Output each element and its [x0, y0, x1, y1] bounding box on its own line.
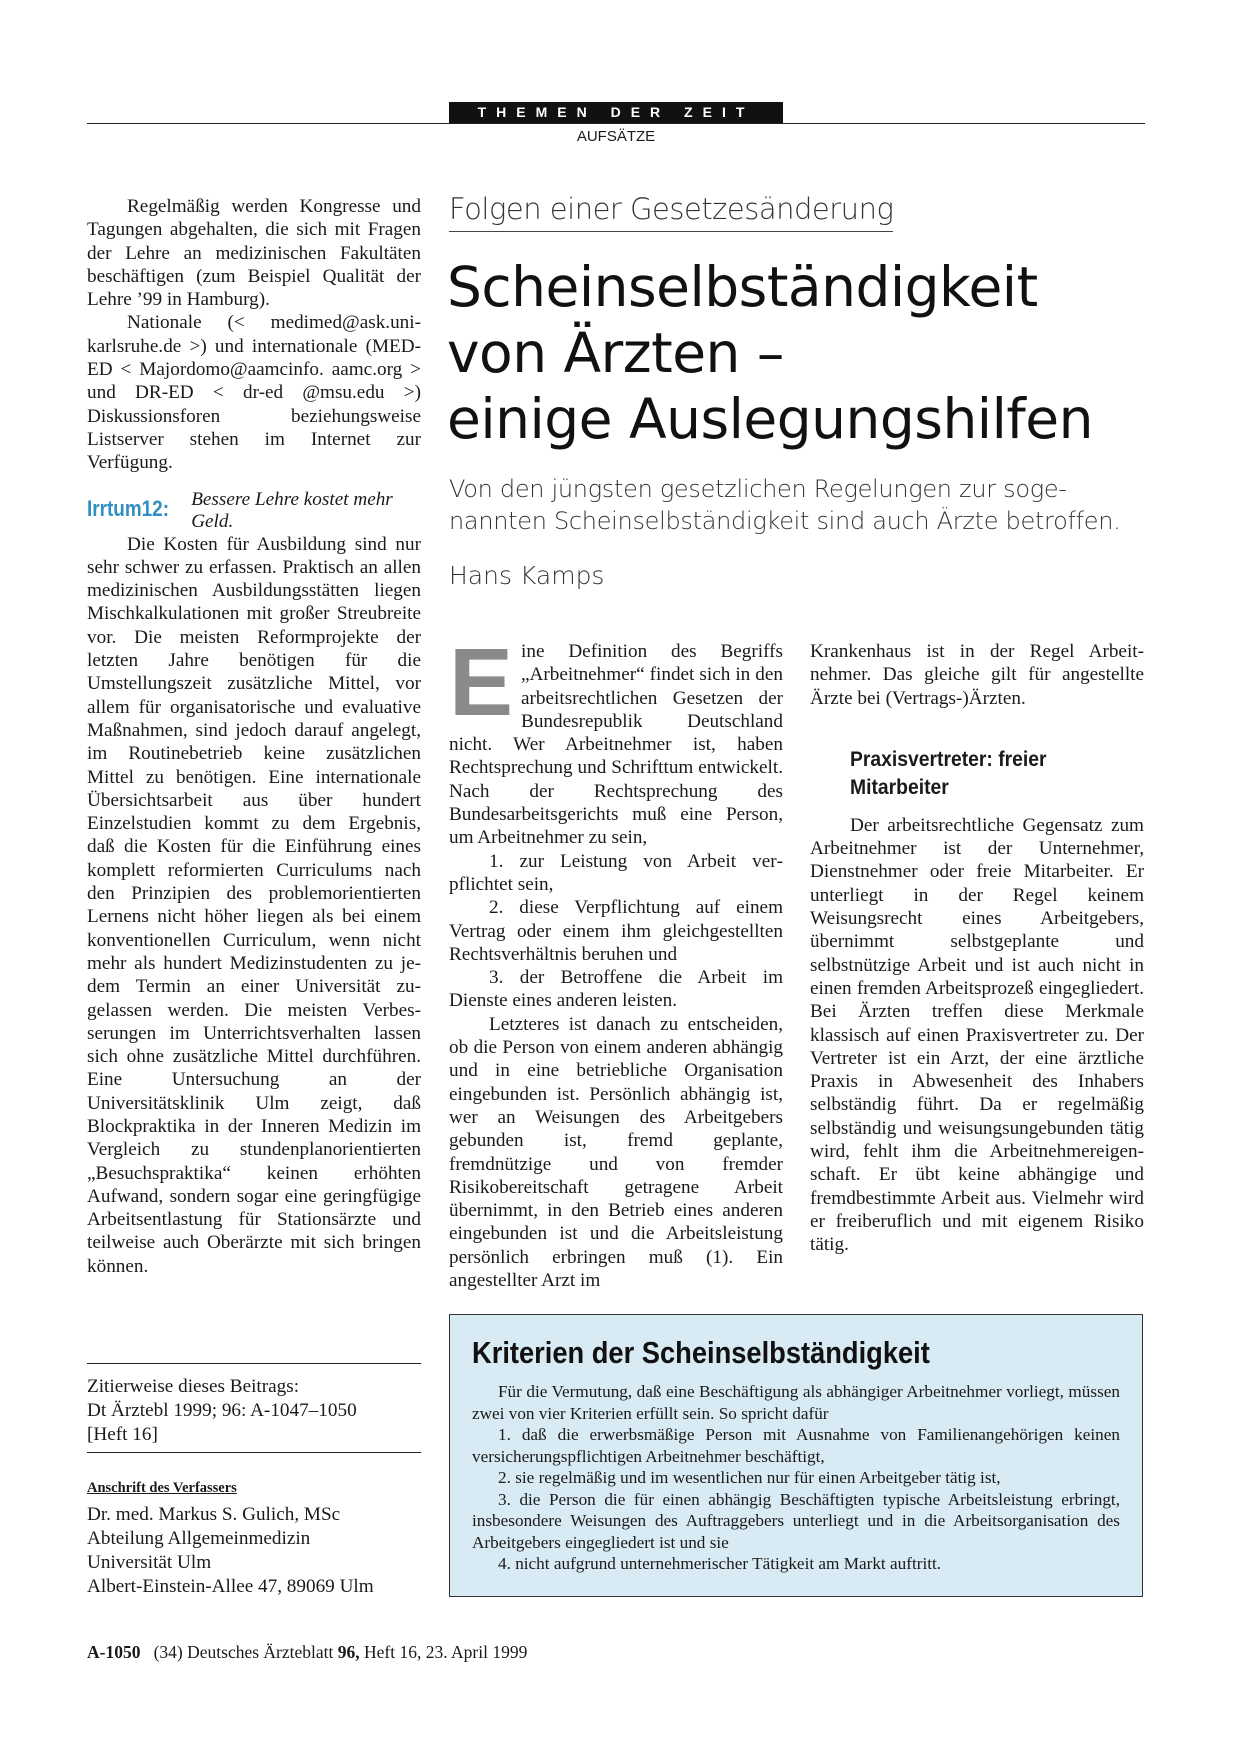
address-line: Albert-Einstein-Allee 47, 89069 Ulm: [87, 1576, 374, 1597]
irrtum-label: Irrtum12:: [87, 495, 170, 521]
citation-reference: Dt Ärztebl 1999; 96: A-1047–1050: [87, 1400, 357, 1421]
footer-volume: 96,: [337, 1642, 360, 1662]
list-item: 2. diese Verpflichtung auf einem Vertrag oder einem ihm gleichgestellten Rechtsverhältnis beruhen und: [449, 897, 783, 965]
box-item: 3. die Person die für einen abhängig Beschäftigten typische Arbeitsleistung erbringt, insbesondere Weisungen des Auftraggebers unterliegt und in die Arbeitsorganisation des Arbeitgebers eingegliedert ist und sie: [472, 1489, 1120, 1552]
address-heading: Anschrift des Verfassers: [87, 1480, 237, 1496]
drop-cap: E: [449, 629, 514, 736]
section-subtitle: AUFSÄTZE: [576, 128, 656, 145]
box-item: 1. daß die erwerbsmäßige Person mit Ausnahme von Familienangehörigen keinen versicherungspflichtigen Arbeitnehmer beschäftigt,: [472, 1425, 1120, 1466]
address-line: Universität Ulm: [87, 1552, 212, 1573]
subheading: Praxisvertreter: freier Mitarbeiter: [850, 747, 1047, 799]
irrtum-heading: [87, 489, 421, 533]
footer-issue: Heft 16, 23. April 1999: [364, 1642, 528, 1662]
address-line: Abteilung Allgemeinmedizin: [87, 1528, 311, 1549]
left-column: [87, 195, 421, 1278]
article-author: Hans Kamps: [449, 561, 605, 590]
paragraph: Der arbeitsrechtliche Gegensatz zum Arbeitnehmer ist der Unternehmer, Dienstnehmer oder freie Mitarbeiter. Er unterliegt in der Regel keinem Weisungsrecht eines Arbeitgebers, übernimmt selbstgeplante und selbstnützige Arbeit und ist auch nicht in einen fremden Arbeitsprozeß eingegliedert. Bei Ärzten treffen diese Merkmale klassisch auf einen Praxisvertreter zu. Der Vertreter ist ein Arzt, der eine ärztliche Praxis in Abwesenheit des Inhabers selbständig führt. Da er regelmäßig selbständig und weisungsungebunden tätig wird, fehlt ihm die Arbeitnehmereigenschaft. Er übt keine abhängige und fremdbestimmte Arbeit aus. Vielmehr wird er freiberuflich und mit eigenem Risiko tätig.: [810, 814, 1144, 1256]
right-column: [810, 640, 1144, 1257]
list-item: 3. der Betroffene die Arbeit im Dienste eines anderen leisten.: [449, 967, 783, 1012]
dek-line: Von den jüngsten gesetzlichen Regelungen zur soge-: [449, 475, 1067, 503]
page-number: A-1050: [87, 1642, 141, 1662]
section-band: THEMEN DER ZEIT: [449, 102, 783, 123]
dek-line: nannten Scheinselbständigkeit sind auch Ärzte betroffen.: [449, 507, 1121, 535]
address-line: Dr. med. Markus S. Gulich, MSc: [87, 1504, 341, 1525]
middle-column: [449, 629, 783, 1292]
box-item: 4. nicht aufgrund unternehmerischer Tätigkeit am Markt auftritt.: [498, 1554, 942, 1573]
criteria-box: [449, 1314, 1143, 1597]
article-title: [447, 254, 1147, 452]
box-intro: Für die Vermutung, daß eine Beschäftigung als abhängiger Arbeitnehmer vorliegt, müssen zwei von vier Kriterien erfüllt sein. So spricht dafür: [472, 1382, 1120, 1423]
article-kicker: Folgen einer Gesetzesänderung: [449, 190, 893, 232]
address-block: [87, 1503, 427, 1599]
page-footer: [87, 1642, 527, 1663]
lead-text: ine Definition des Begriffs „Arbeitnehmer“ findet sich in den arbeitsrechtlichen Gesetzen der Bundesrepublik Deutschland nicht. Wer Arbeitnehmer ist, haben Rechtsprechung und Schrifttum entwickelt. Nach der Rechtsprechung des Bundesarbeitsgerichts muß eine Person, um Arbeitnehmer zu sein,: [449, 641, 783, 849]
citation-bottom-rule: [87, 1452, 421, 1453]
paragraph: Regelmäßig werden Kongresse und Tagungen abgehalten, die sich mit Fragen der Lehre an medizinischen Fakultäten beschäftigen (zum Beispiel Qualität der Lehre ’99 in Hamburg).: [87, 196, 421, 311]
citation-label: Zitierweise dieses Beitrags:: [87, 1376, 300, 1397]
paragraph: Nationale (< medimed@ask.unikarlsruhe.de >) und internationale (MED-ED < Majordomo@aamcinfo. aamc.org > und DR-ED < dr-ed @msu.edu >) Diskussionsforen beziehungsweise Listserver stehen im Internet zur Verfügung.: [87, 312, 421, 474]
title-line: einige Auslegungshilfen: [447, 387, 1093, 451]
title-line: von Ärzten –: [447, 321, 784, 385]
lead-paragraph: [449, 629, 783, 850]
paragraph: Letzteres ist danach zu entscheiden, ob die Person von einem anderen abhängig und in eine betriebliche Organisation eingebunden ist. Persönlich abhängig ist, wer an Weisungen des Arbeitgebers gebunden ist, fremd geplante, fremdnützige und von fremder Risikobereitschaft getragene Arbeit übernimmt, in den Betrieb eines anderen eingebunden ist und die Arbeitsleistung persönlich erbringen muß (1). Ein angestellter Arzt im: [449, 1013, 783, 1292]
box-title: Kriterien der Scheinselbständigkeit: [472, 1335, 930, 1370]
paragraph: Krankenhaus ist in der Regel Arbeitnehmer. Das gleiche gilt für angestellte Ärzte bei (Vertrags-)Ärzten.: [810, 641, 1144, 709]
footer-journal: (34) Deutsches Ärzteblatt: [153, 1642, 334, 1662]
irrtum-title: Bessere Lehre kostet mehr Geld.: [191, 488, 393, 532]
citation-block: [87, 1375, 421, 1447]
list-item: 1. zur Leistung von Arbeit verpflichtet sein,: [449, 850, 783, 895]
header-rule: [87, 123, 1145, 124]
box-item: 2. sie regelmäßig und im wesentlichen nur für einen Arbeitgeber tätig ist,: [498, 1468, 1001, 1487]
paragraph: Die Kosten für Ausbildung sind nur sehr schwer zu erfassen. Praktisch an allen medizinischen Ausbildungsstätten liegen Mischkalkulationen mit großer Streubreite vor. Die meisten Reformprojekte der letzten Jahre benötigen für die Umstellungszeit zusätzliche Mittel, vor allem für organisatorische und evaluative Maßnahmen, sind jedoch darauf angelegt, im Routinebetrieb keine zusätzlichen Mittel zu benötigen. Eine internationale Übersichtsarbeit aus über hundert Einzelstudien kommt zu dem Ergebnis, daß die Kosten für die Einführung eines komplett reformierten Curriculums nach den Prinzipien des problemorientierten Lernens nicht höher liegen als bei einem konventionellen Curriculum, wenn nicht mehr als hundert Medizinstudenten zu jedem Termin an einer Universität zugelassen werden. Die meisten Verbesserungen im Unterrichtsverhalten lassen sich ohne zusätzliche Mittel durchführen. Eine Untersuchung an der Universitätsklinik Ulm zeigt, daß Blockpraktika in der Inneren Medizin im Vergleich zu stundenplanorientierten „Besuchspraktika“ keinen erhöhten Aufwand, sondern sogar eine geringfügige Arbeitsentlastung für Stationsärzte und teilweise auch Oberärzte mit sich bringen können.: [87, 533, 421, 1277]
title-line: Scheinselbständigkeit: [447, 255, 1038, 319]
citation-top-rule: [87, 1363, 421, 1364]
article-dek: [449, 473, 1149, 537]
citation-issue: [Heft 16]: [87, 1424, 158, 1445]
